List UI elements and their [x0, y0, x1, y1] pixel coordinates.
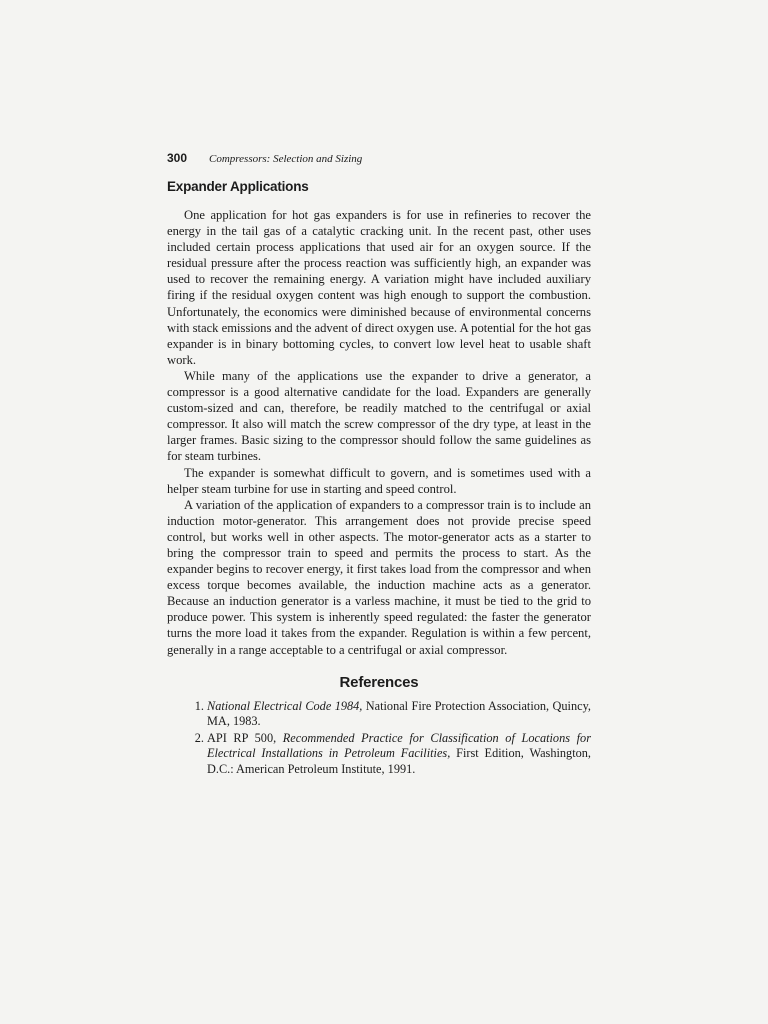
paragraph: A variation of the application of expanders to a compressor train is to include an induction motor-generator. This arrangement does not provide precise speed control, but works well in other aspects. The motor-generator acts as a starter to bring the compressor train to speed and permits the process to start. As the expander begins to recover energy, it first takes load from the compressor and when excess torque becomes available, the induction machine acts as a generator. Because an induction generator is a varless machine, it must be tied to the grid to produce power. This system is inherently speed regulated: the faster the generator turns the more load it takes from the expander. Regulation is within a few percent, generally in a range acceptable to a centrifugal or axial compressor.: [167, 497, 591, 657]
reference-item: [167, 731, 591, 778]
paragraph: The expander is somewhat difficult to govern, and is sometimes used with a helper steam turbine for use in starting and speed control.: [167, 465, 591, 496]
book-page: [167, 150, 591, 779]
running-title: Compressors: Selection and Sizing: [209, 153, 363, 165]
reference-details: National Fire Protection Association, Quincy, MA, 1983.: [207, 698, 591, 729]
running-header: [167, 150, 591, 167]
reference-list: [167, 699, 591, 778]
section-heading: Expander Applications: [167, 179, 309, 194]
reference-title: National Electrical Code 1984,: [207, 698, 363, 713]
reference-lead: API RP 500,: [207, 730, 283, 745]
paragraph: One application for hot gas expanders is for use in refineries to recover the energy in the tail gas of a catalytic cracking unit. In the recent past, other uses included certain process applications that used air for an oxygen source. If the residual pressure after the process reaction was sufficiently high, an expander was used to recover the remaining energy. A variation might have included auxiliary firing if the residual oxygen content was high enough to support the combustion. Unfortunately, the economics were diminished because of environmental concerns with stack emissions and the advent of direct oxygen use. A potential for the hot gas expander is in binary bottoming cycles, to convert low level heat to usable shaft work.: [167, 208, 591, 367]
page-number: 300: [167, 151, 188, 165]
section-body: [167, 207, 591, 658]
references-heading: References: [339, 673, 419, 691]
paragraph: While many of the applications use the expander to drive a generator, a compressor is a good alternative candidate for the load. Expanders are generally custom-sized and can, therefore, be readily matched to the centrifugal or axial compressor. It also will match the screw compressor of the dry type, at least in the larger frames. Basic sizing to the compressor should follow the same guidelines as for steam turbines.: [167, 368, 591, 464]
reference-title: Recommended Practice for Classification of Locations for Electrical Installations in Petroleum Facilities,: [207, 730, 591, 761]
reference-item: [167, 699, 591, 730]
reference-number: 2.: [194, 730, 204, 745]
reference-text: [207, 699, 591, 730]
reference-details: First Edition, Washington, D.C.: American Petroleum Institute, 1991.: [207, 746, 591, 776]
reference-text: [207, 731, 591, 778]
reference-number: 1.: [194, 698, 204, 713]
